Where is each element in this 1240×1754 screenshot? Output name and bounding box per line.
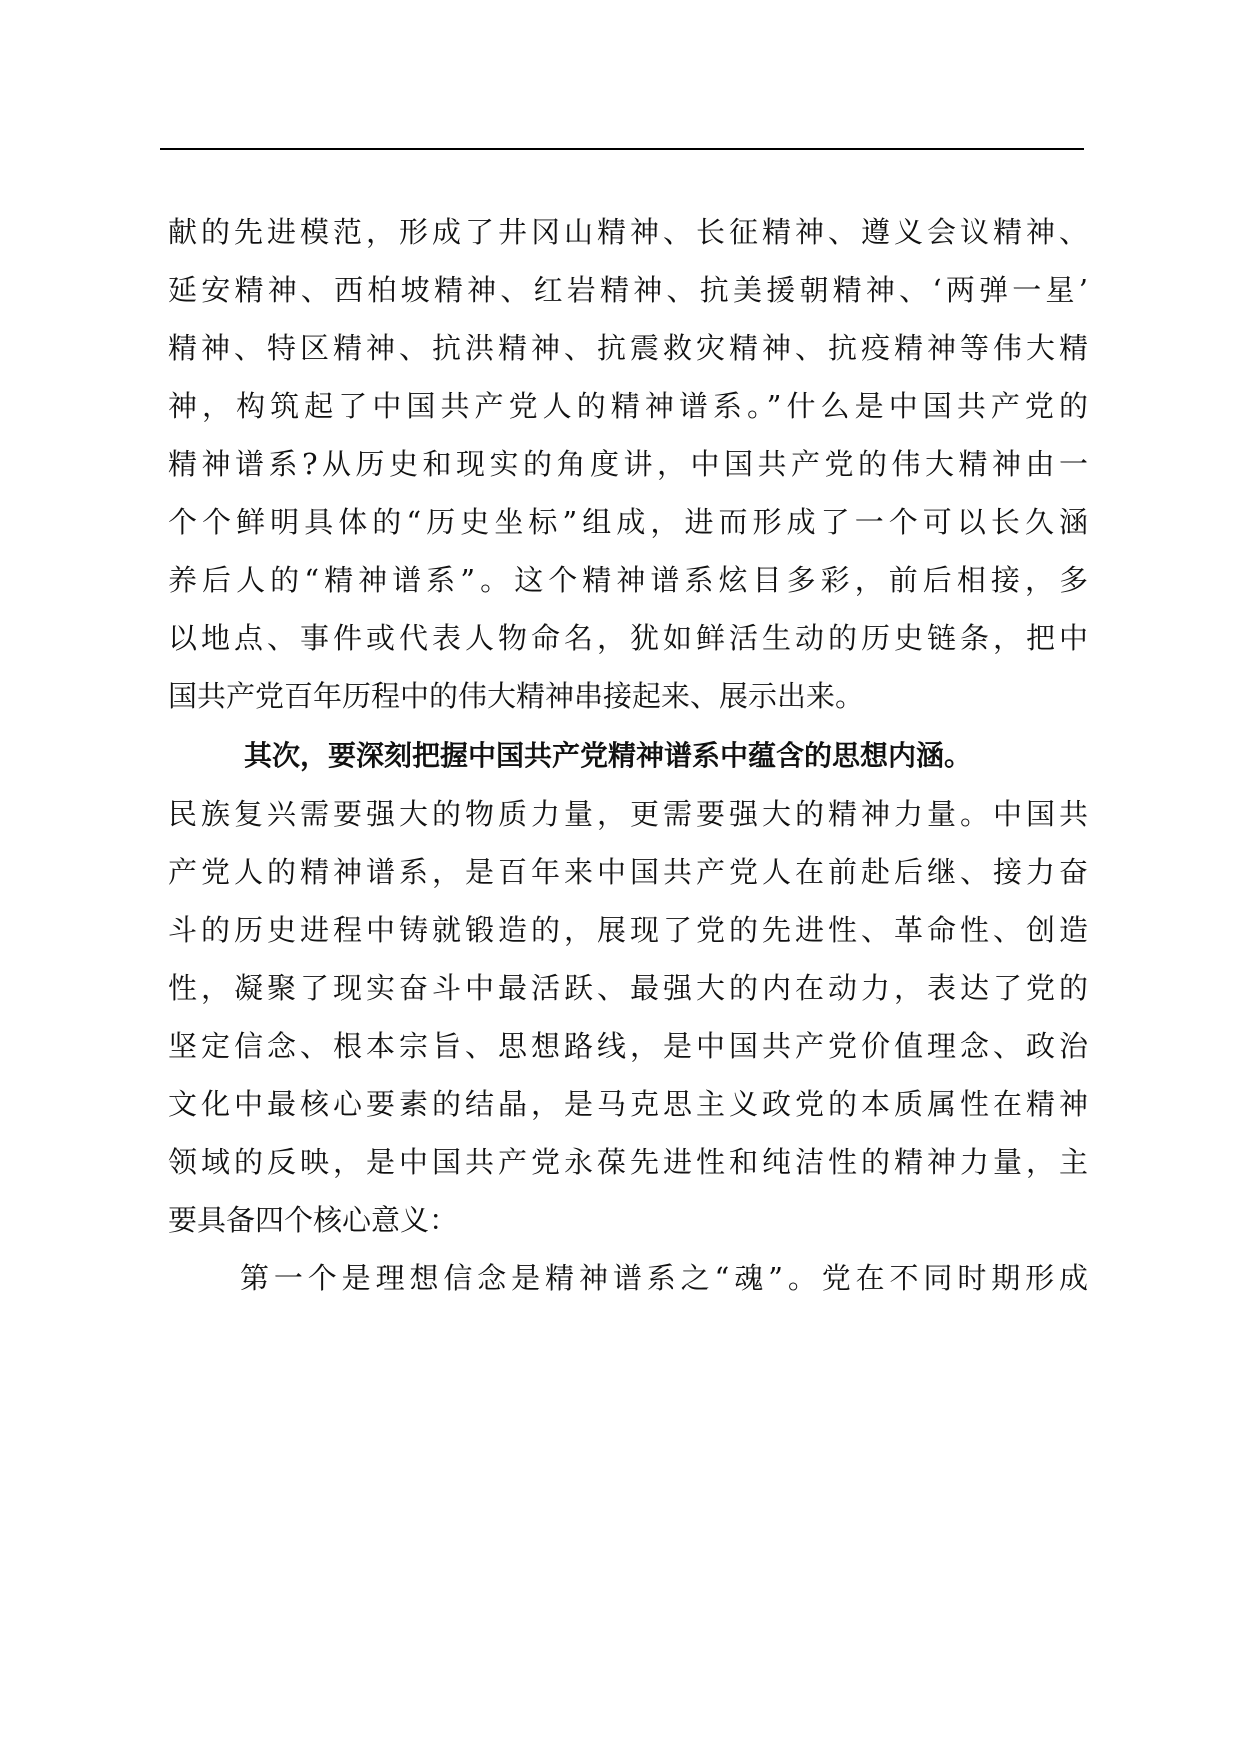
paragraph-1-line: 以地点、事件或代表人物命名，犹如鲜活生动的历史链条，把中	[168, 621, 1088, 655]
section-heading: 其次，要深刻把握中国共产党精神谱系中蕴含的思想内涵。	[244, 739, 973, 772]
paragraph-1-line: 精神、特区精神、抗洪精神、抗震救灾精神、抗疫精神等伟大精	[168, 331, 1088, 365]
paragraph-2-line: 民族复兴需要强大的物质力量，更需要强大的精神力量。中国共	[168, 797, 1088, 831]
paragraph-1-line: 养后人的“精神谱系”。这个精神谱系炫目多彩，前后相接，多	[168, 563, 1088, 597]
paragraph-3-line: 第一个是理想信念是精神谱系之“魂”。党在不同时期形成	[240, 1261, 1088, 1295]
paragraph-1-line: 神，构筑起了中国共产党人的精神谱系。”什么是中国共产党的	[168, 389, 1088, 423]
paragraph-2-line: 坚定信念、根本宗旨、思想路线，是中国共产党价值理念、政治	[168, 1029, 1088, 1063]
paragraph-2-line: 文化中最核心要素的结晶，是马克思主义政党的本质属性在精神	[168, 1087, 1088, 1121]
paragraph-2-line: 领域的反映，是中国共产党永葆先进性和纯洁性的精神力量，主	[168, 1145, 1088, 1179]
paragraph-1-line: 个个鲜明具体的“历史坐标”组成，进而形成了一个可以长久涵	[168, 505, 1088, 539]
paragraph-2-line: 产党人的精神谱系，是百年来中国共产党人在前赴后继、接力奋	[168, 855, 1088, 889]
paragraph-1-line: 延安精神、西柏坡精神、红岩精神、抗美援朝精神、‘两弹一星’	[168, 273, 1088, 307]
paragraph-1-line: 精神谱系?从历史和现实的角度讲，中国共产党的伟大精神由一	[168, 447, 1088, 481]
paragraph-2-line: 斗的历史进程中铸就锻造的，展现了党的先进性、革命性、创造	[168, 913, 1088, 947]
paragraph-1-line: 献的先进模范，形成了井冈山精神、长征精神、遵义会议精神、	[168, 215, 1088, 249]
paragraph-2-line: 要具备四个核心意义：	[168, 1203, 459, 1237]
paragraph-1-line: 国共产党百年历程中的伟大精神串接起来、展示出来。	[168, 679, 865, 713]
paragraph-2-line: 性，凝聚了现实奋斗中最活跃、最强大的内在动力，表达了党的	[168, 971, 1088, 1005]
header-rule	[160, 148, 1084, 150]
